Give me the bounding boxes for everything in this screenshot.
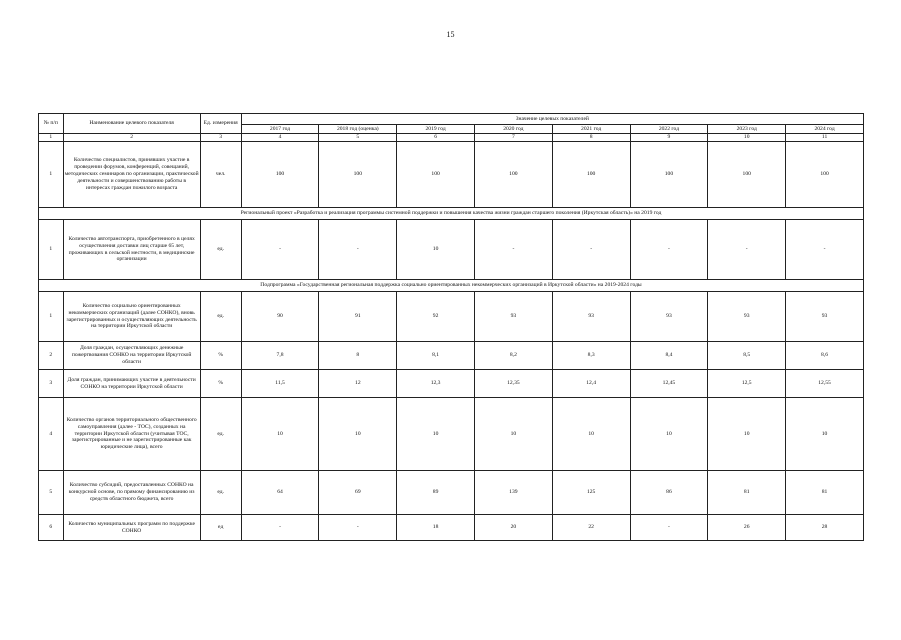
value-cell: - [786,220,864,280]
row-number: 1 [39,142,64,208]
indicator-name: Доля граждан, осуществляющих денежные пожертвования СОНКО на территории Иркутской области [63,342,200,370]
value-cell: 93 [474,292,552,342]
value-cell: 20 [474,515,552,541]
value-cell: 81 [786,471,864,515]
value-cell: - [241,515,319,541]
row-number: 1 [39,220,64,280]
column-number: 7 [474,134,552,142]
value-cell: 93 [630,292,708,342]
column-number: 4 [241,134,319,142]
value-cell: 93 [552,292,630,342]
value-cell: 12,55 [786,370,864,398]
value-cell: 69 [319,471,397,515]
value-cell: - [552,220,630,280]
value-cell: 7,8 [241,342,319,370]
column-number: 11 [786,134,864,142]
table-row [39,471,864,515]
value-cell: 8,1 [397,342,475,370]
value-cell: 100 [319,142,397,208]
header-row [39,114,864,125]
value-cell: 100 [630,142,708,208]
value-cell: 12,45 [630,370,708,398]
year-header: 2020 год [474,125,552,134]
unit-cell: ед. [200,292,241,342]
value-cell: 93 [786,292,864,342]
value-cell: 10 [708,398,786,471]
table-row [39,515,864,541]
section-title: Региональный проект «Разработка и реализация программы системной поддержки и повышения качества жизни граждан старшего поколения (Иркутская область)» на 2019 год [39,208,864,220]
table-row [39,142,864,208]
indicator-name: Количество муниципальных программ по поддержке СОНКО [63,515,200,541]
unit-cell: ед. [200,471,241,515]
value-cell: 100 [241,142,319,208]
value-cell: 10 [397,398,475,471]
value-cell: 12 [319,370,397,398]
value-cell: 18 [397,515,475,541]
value-cell: 10 [474,398,552,471]
value-cell: 10 [552,398,630,471]
value-cell: 8 [319,342,397,370]
value-cell: 10 [397,220,475,280]
value-cell: 100 [786,142,864,208]
section-row [39,208,864,220]
value-cell: 26 [708,515,786,541]
value-cell: 8,4 [630,342,708,370]
row-number: 4 [39,398,64,471]
value-cell: 10 [786,398,864,471]
value-cell: 8,3 [552,342,630,370]
row-number: 5 [39,471,64,515]
value-cell: - [241,220,319,280]
value-cell: 125 [552,471,630,515]
value-cell: 12,5 [708,370,786,398]
value-cell: 12,35 [474,370,552,398]
indicator-name: Количество автотранспорта, приобретенного в целях осуществления доставки лиц старше 65 лет, проживающих в сельской местности, в медицинские организации [63,220,200,280]
col-name-header: Наименование целевого показателя [63,114,200,134]
value-cell: 22 [552,515,630,541]
table-row [39,370,864,398]
row-number: 1 [39,292,64,342]
value-cell: - [708,220,786,280]
value-cell: 8,5 [708,342,786,370]
year-header: 2021 год [552,125,630,134]
value-cell: 139 [474,471,552,515]
value-cell: - [630,220,708,280]
col-unit-header: Ед. измерения [200,114,241,134]
column-number: 2 [63,134,200,142]
column-number: 10 [708,134,786,142]
value-cell: 10 [241,398,319,471]
value-cell: 12,3 [397,370,475,398]
row-number: 3 [39,370,64,398]
unit-cell: ед. [200,220,241,280]
value-cell: 89 [397,471,475,515]
indicator-name: Количество социально ориентированных некоммерческих организаций (далее СОНКО), вновь зарегистрированных и осуществляющих деятельность на территории Иркутской области [63,292,200,342]
indicator-name: Количество органов территориального общественного самоуправления (далее - ТОС), созданных на территории Иркутской области (учитывая ТОС, зарегистрированные и не зарегистрированные как юридические лица), всего [63,398,200,471]
table-row [39,220,864,280]
indicator-name: Количество субсидий, предоставленных СОНКО на конкурсной основе, по прямому финансированию из средств областного бюджета, всего [63,471,200,515]
value-cell: 100 [397,142,475,208]
value-cell: 86 [630,471,708,515]
value-cell: 64 [241,471,319,515]
year-header: 2023 год [708,125,786,134]
row-number: 6 [39,515,64,541]
value-cell: - [474,220,552,280]
value-cell: - [319,515,397,541]
value-cell: 93 [708,292,786,342]
column-number: 1 [39,134,64,142]
value-cell: 100 [474,142,552,208]
indicator-name: Количество специалистов, принявших участие в проведении форумов, конференций, совещаний, методических семинаров по организации, практической деятельности и совершенствованию работы в интересах граждан пожилого возраста [63,142,200,208]
unit-cell: ед. [200,398,241,471]
row-number: 2 [39,342,64,370]
table-row [39,398,864,471]
year-header: 2018 год (оценка) [319,125,397,134]
value-cell: 10 [319,398,397,471]
column-numbers-row [39,134,864,142]
value-cell: - [319,220,397,280]
indicators-table [38,113,864,541]
year-header: 2019 год [397,125,475,134]
column-number: 9 [630,134,708,142]
value-cell: 11,5 [241,370,319,398]
year-header: 2022 год [630,125,708,134]
unit-cell: % [200,342,241,370]
value-cell: 8,2 [474,342,552,370]
section-title: Подпрограмма «Государственная региональная поддержка социально ориентированных некоммерческих организаций в Иркутской области» на 2019-2024 годы [39,280,864,292]
unit-cell: ед [200,515,241,541]
indicator-name: Доля граждан, принимающих участие в деятельности СОНКО на территории Иркутской области [63,370,200,398]
column-number: 5 [319,134,397,142]
value-cell: 81 [708,471,786,515]
year-header: 2017 год [241,125,319,134]
table-row [39,292,864,342]
table-row [39,342,864,370]
column-number: 6 [397,134,475,142]
value-cell: 91 [319,292,397,342]
value-cell: 10 [630,398,708,471]
value-cell: 28 [786,515,864,541]
col-num-header: № п/п [39,114,64,134]
col-values-header: Значение целевых показателей [241,114,863,125]
value-cell: 90 [241,292,319,342]
unit-cell: чел. [200,142,241,208]
value-cell: 100 [708,142,786,208]
value-cell: - [630,515,708,541]
unit-cell: % [200,370,241,398]
column-number: 8 [552,134,630,142]
page-number: 15 [446,30,455,39]
section-row [39,280,864,292]
column-number: 3 [200,134,241,142]
value-cell: 92 [397,292,475,342]
value-cell: 8,6 [786,342,864,370]
value-cell: 12,4 [552,370,630,398]
value-cell: 100 [552,142,630,208]
year-header: 2024 год [786,125,864,134]
